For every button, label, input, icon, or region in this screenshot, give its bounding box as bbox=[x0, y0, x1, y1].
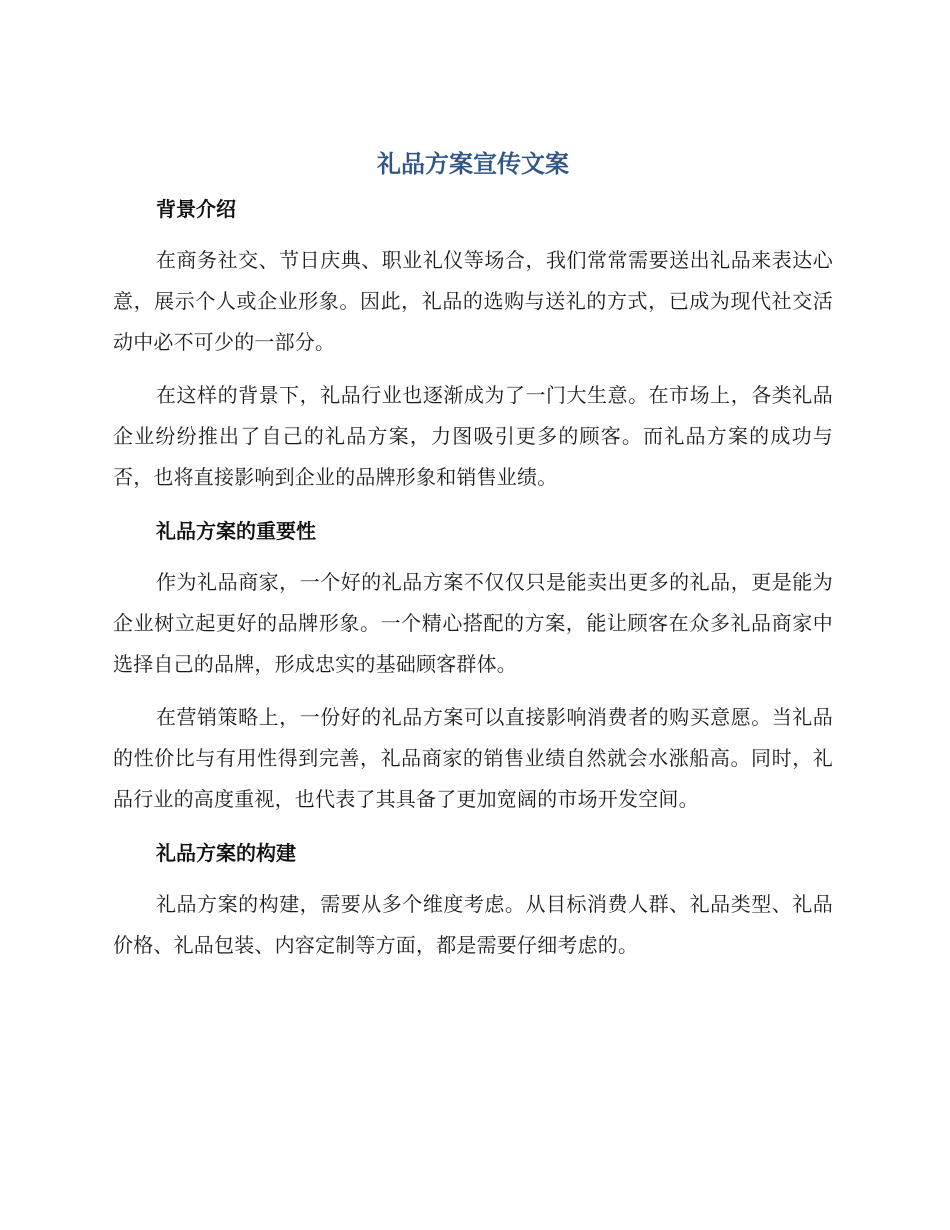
section-importance bbox=[113, 516, 833, 820]
document-page bbox=[113, 146, 833, 978]
paragraph: 在这样的背景下，礼品行业也逐渐成为了一门大生意。在市场上，各类礼品企业纷纷推出了自己的礼品方案，力图吸引更多的顾客。而礼品方案的成功与否，也将直接影响到企业的品牌形象和销售业绩。 bbox=[113, 383, 833, 489]
paragraph: 礼品方案的构建，需要从多个维度考虑。从目标消费人群、礼品类型、礼品价格、礼品包装、内容定制等方面，都是需要仔细考虑的。 bbox=[113, 892, 833, 957]
section-background bbox=[113, 194, 833, 498]
paragraph: 在商务社交、节日庆典、职业礼仪等场合，我们常常需要送出礼品来表达心意，展示个人或企业形象。因此，礼品的选购与送礼的方式，已成为现代社交活动中必不可少的一部分。 bbox=[113, 248, 833, 354]
section-heading: 背景介绍 bbox=[156, 197, 236, 221]
section-heading: 礼品方案的重要性 bbox=[156, 519, 316, 543]
document-title: 礼品方案宣传文案 bbox=[377, 150, 569, 178]
paragraph: 作为礼品商家，一个好的礼品方案不仅仅只是能卖出更多的礼品，更是能为企业树立起更好的品牌形象。一个精心搭配的方案，能让顾客在众多礼品商家中选择自己的品牌，形成忠实的基础顾客群体。 bbox=[113, 570, 833, 676]
section-construction bbox=[113, 838, 833, 966]
paragraph: 在营销策略上，一份好的礼品方案可以直接影响消费者的购买意愿。当礼品的性价比与有用性得到完善，礼品商家的销售业绩自然就会水涨船高。同时，礼品行业的高度重视，也代表了其具备了更加宽阔的市场开发空间。 bbox=[113, 705, 833, 811]
section-heading: 礼品方案的构建 bbox=[156, 841, 296, 865]
